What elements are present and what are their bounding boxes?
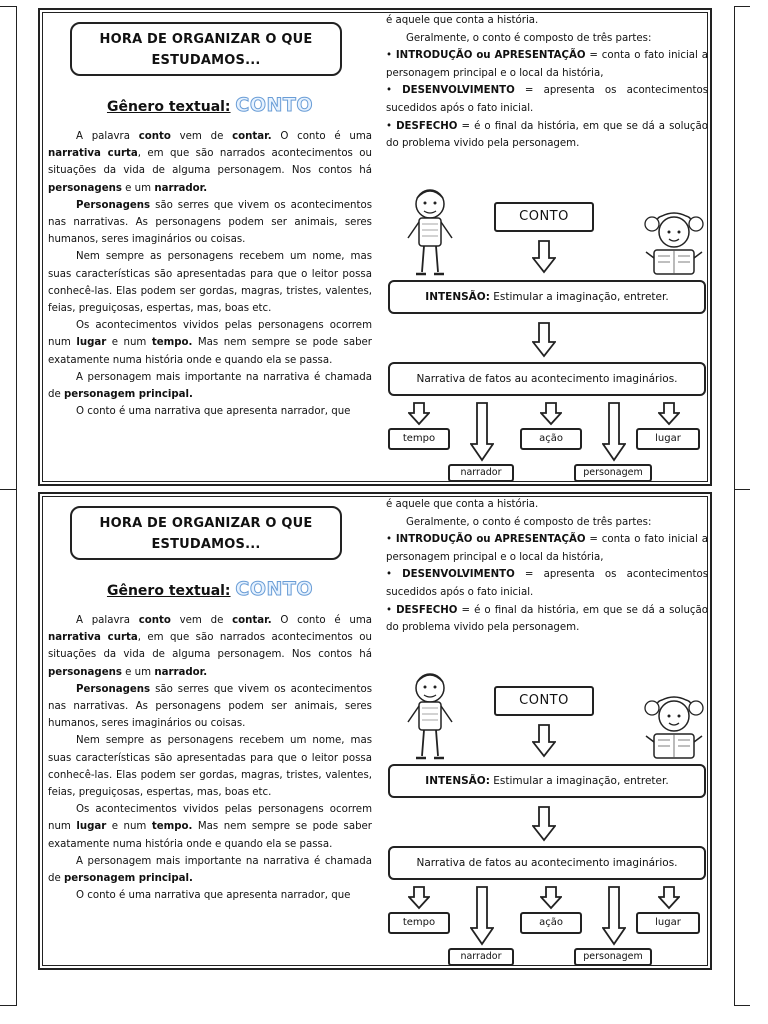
left-column bbox=[48, 14, 372, 482]
narrador-box: narrador bbox=[448, 464, 514, 482]
paragraph-3: Nem sempre as personagens recebem um nome, mas suas características são apresentadas para que o leitor possa conhecê-las. Elas podem ser gordas, magras, tristes, valentes, feias, preguiçosas, espertas, mas, boas etc. bbox=[48, 735, 372, 799]
arrow-down-icon bbox=[602, 402, 626, 462]
body-text bbox=[48, 612, 372, 904]
bullet-desfecho: • DESFECHO = é o final da história, em que se dá a solução do problema vivido pela personagem. bbox=[386, 120, 708, 150]
intro-line: é aquele que conta a história. bbox=[386, 15, 539, 26]
genre-heading bbox=[48, 578, 372, 600]
crop-mark bbox=[0, 489, 16, 490]
paragraph-5: A personagem mais importante na narrativa é chamada de personagem principal. bbox=[48, 855, 372, 885]
left-column bbox=[48, 498, 372, 966]
acao-box: ação bbox=[520, 912, 582, 934]
arrow-down-icon bbox=[470, 402, 494, 462]
narrativa-box: Narrativa de fatos au acontecimento imaginários. bbox=[388, 362, 706, 396]
arrow-down-icon bbox=[532, 322, 556, 358]
intro-line: é aquele que conta a história. bbox=[386, 499, 539, 510]
parts-text bbox=[386, 496, 708, 637]
paragraph-1: A palavra conto vem de contar. O conto é uma narrativa curta, em que são narrados acontecimentos ou situações da vida de alguma personagem. Nos contos há personagens e um narrador. bbox=[48, 615, 372, 678]
paragraph-5: A personagem mais importante na narrativa é chamada de personagem principal. bbox=[48, 371, 372, 401]
title-line-2: ESTUDAMOS... bbox=[151, 53, 261, 68]
genre-label: Gênero textual: bbox=[106, 99, 231, 115]
worksheet-card bbox=[38, 8, 712, 486]
lugar-box: lugar bbox=[636, 428, 700, 450]
crop-mark bbox=[0, 6, 16, 7]
paragraph-6: O conto é uma narrativa que apresenta narrador, que bbox=[76, 890, 351, 902]
title-line-1: HORA DE ORGANIZAR O QUE bbox=[99, 516, 313, 531]
paragraph-2: Personagens são serres que vivem os acontecimentos nas narrativas. As personagens podem ser animais, seres humanos, seres imaginários ou coisas. bbox=[48, 683, 372, 730]
bullet-desenvolvimento: • DESENVOLVIMENTO = apresenta os acontecimentos sucedidos após o fato inicial. bbox=[386, 85, 709, 114]
girl-illustration bbox=[640, 696, 708, 762]
arrow-down-icon bbox=[602, 886, 626, 946]
parts-line: Geralmente, o conto é composto de três partes: bbox=[406, 516, 652, 528]
intensao-box: INTENSÃO: Estimular a imaginação, entreter. bbox=[388, 280, 706, 314]
genre-word: CONTO bbox=[235, 578, 314, 600]
crop-mark bbox=[734, 489, 750, 490]
genre-heading bbox=[48, 94, 372, 116]
arrow-down-icon bbox=[532, 806, 556, 842]
arrow-down-icon bbox=[408, 886, 430, 910]
arrow-down-icon bbox=[532, 724, 556, 758]
crop-mark bbox=[734, 6, 750, 7]
arrow-down-icon bbox=[532, 240, 556, 274]
tempo-box: tempo bbox=[388, 912, 450, 934]
bullet-desenvolvimento: • DESENVOLVIMENTO = apresenta os acontecimentos sucedidos após o fato inicial. bbox=[386, 569, 709, 598]
bullet-introducao: • INTRODUÇÃO ou APRESENTAÇÃO = conta o fato inicial a personagem principal e o local da história, bbox=[386, 534, 708, 563]
paragraph-6: O conto é uma narrativa que apresenta narrador, que bbox=[76, 406, 351, 418]
title-line-1: HORA DE ORGANIZAR O QUE bbox=[99, 32, 313, 47]
conto-box: CONTO bbox=[494, 686, 594, 716]
paragraph-4: Os acontecimentos vividos pelas personagens ocorrem num lugar e num tempo. Mas nem sempre se pode saber exatamente numa história onde e quando ela se passa. bbox=[48, 804, 372, 850]
parts-line: Geralmente, o conto é composto de três partes: bbox=[406, 32, 652, 44]
personagem-box: personagem bbox=[574, 948, 652, 966]
acao-box: ação bbox=[520, 428, 582, 450]
lugar-box: lugar bbox=[636, 912, 700, 934]
right-column bbox=[386, 12, 708, 482]
boy-illustration bbox=[400, 184, 460, 282]
arrow-down-icon bbox=[408, 402, 430, 426]
narrativa-box: Narrativa de fatos au acontecimento imaginários. bbox=[388, 846, 706, 880]
paragraph-4: Os acontecimentos vividos pelas personagens ocorrem num lugar e num tempo. Mas nem sempre se pode saber exatamente numa história onde e quando ela se passa. bbox=[48, 320, 372, 366]
crop-mark bbox=[16, 6, 17, 1006]
arrow-down-icon bbox=[540, 402, 562, 426]
right-column bbox=[386, 496, 708, 966]
arrow-down-icon bbox=[658, 886, 680, 910]
arrow-down-icon bbox=[658, 402, 680, 426]
paragraph-2: Personagens são serres que vivem os acontecimentos nas narrativas. As personagens podem ser animais, seres humanos, seres imaginários ou coisas. bbox=[48, 199, 372, 246]
worksheet-card bbox=[38, 492, 712, 970]
boy-illustration bbox=[400, 668, 460, 766]
girl-illustration bbox=[640, 212, 708, 278]
genre-word: CONTO bbox=[235, 94, 314, 116]
parts-text bbox=[386, 12, 708, 153]
conto-box: CONTO bbox=[494, 202, 594, 232]
crop-mark bbox=[734, 6, 735, 1006]
body-text bbox=[48, 128, 372, 420]
arrow-down-icon bbox=[470, 886, 494, 946]
bullet-desfecho: • DESFECHO = é o final da história, em que se dá a solução do problema vivido pela personagem. bbox=[386, 604, 708, 634]
title-line-2: ESTUDAMOS... bbox=[151, 537, 261, 552]
personagem-box: personagem bbox=[574, 464, 652, 482]
narrador-box: narrador bbox=[448, 948, 514, 966]
tempo-box: tempo bbox=[388, 428, 450, 450]
genre-label: Gênero textual: bbox=[106, 583, 231, 599]
crop-mark bbox=[0, 1005, 16, 1006]
paragraph-1: A palavra conto vem de contar. O conto é uma narrativa curta, em que são narrados acontecimentos ou situações da vida de alguma personagem. Nos contos há personagens e um narrador. bbox=[48, 131, 372, 194]
title-box bbox=[70, 22, 342, 76]
title-box bbox=[70, 506, 342, 560]
intensao-box: INTENSÃO: Estimular a imaginação, entreter. bbox=[388, 764, 706, 798]
crop-mark bbox=[734, 1005, 750, 1006]
bullet-introducao: • INTRODUÇÃO ou APRESENTAÇÃO = conta o fato inicial a personagem principal e o local da história, bbox=[386, 50, 708, 79]
paragraph-3: Nem sempre as personagens recebem um nome, mas suas características são apresentadas para que o leitor possa conhecê-las. Elas podem ser gordas, magras, tristes, valentes, feias, preguiçosas, espertas, mas, boas etc. bbox=[48, 251, 372, 315]
arrow-down-icon bbox=[540, 886, 562, 910]
